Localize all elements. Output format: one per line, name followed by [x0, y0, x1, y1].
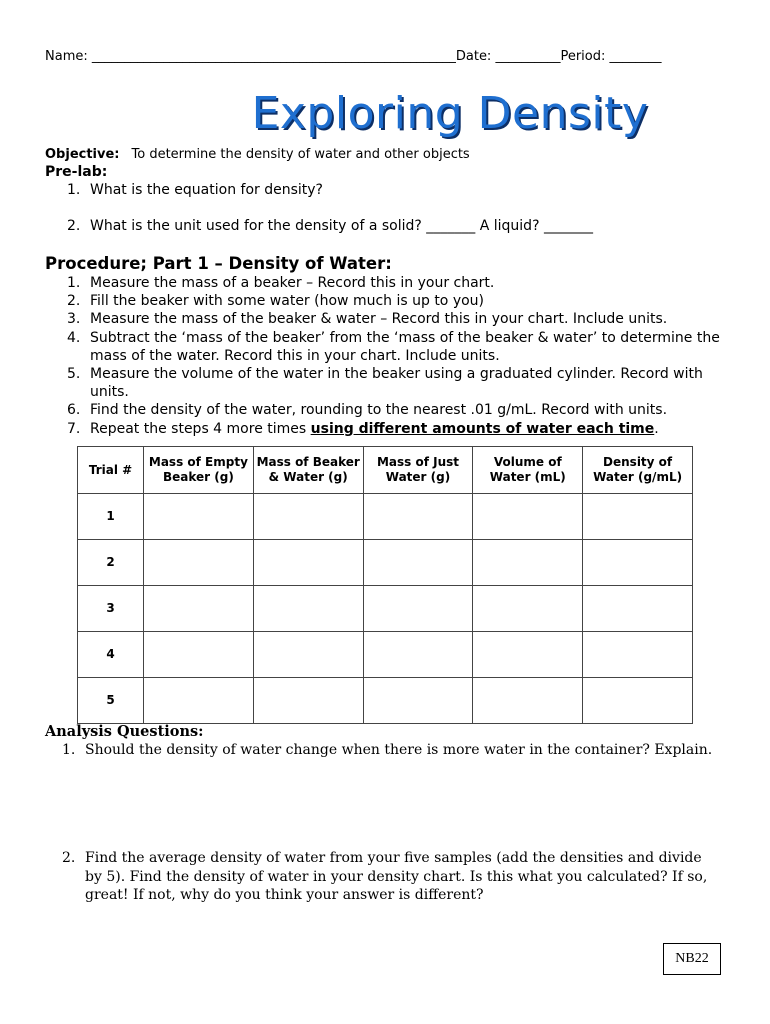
table-cell[interactable]	[473, 586, 583, 632]
page-title: Exploring Density	[251, 88, 649, 139]
analysis-list	[40, 849, 720, 905]
table-cell[interactable]	[363, 632, 473, 678]
table-cell[interactable]	[583, 586, 693, 632]
trial-number: 5	[78, 678, 144, 724]
prelab-heading: Pre-lab:	[45, 164, 108, 180]
analysis-heading: Analysis Questions:	[45, 723, 204, 740]
table-cell[interactable]	[473, 540, 583, 586]
table-header-row	[78, 447, 693, 494]
prelab-question: 2. What is the unit used for the density of a solid? _______ A liquid? _______	[67, 218, 593, 234]
procedure-step: 6. Find the density of the water, rounding to the nearest .01 g/mL. Record with units.	[67, 402, 668, 419]
objective	[45, 146, 470, 163]
prelab-list	[45, 217, 593, 235]
table-row	[78, 586, 693, 632]
column-header: Density of Water (g/mL)	[583, 447, 693, 494]
column-header: Mass of Empty Beaker (g)	[144, 447, 254, 494]
analysis-question: 2. Find the average density of water from your five samples (add the densities and divide by 5). Find the density of water in your density chart. Is this what you calculated? If so, great! If not, why do you think your answer is different?	[62, 850, 708, 903]
table-cell[interactable]	[144, 678, 254, 724]
table-cell[interactable]	[253, 540, 363, 586]
table-cell[interactable]	[473, 632, 583, 678]
table-cell[interactable]	[583, 494, 693, 540]
table-cell[interactable]	[144, 494, 254, 540]
trial-number: 3	[78, 586, 144, 632]
procedure-step: 3. Measure the mass of the beaker & water – Record this in your chart. Include units.	[67, 311, 668, 328]
prelab-list	[45, 181, 323, 199]
trial-number: 1	[78, 494, 144, 540]
table-cell[interactable]	[253, 678, 363, 724]
analysis-question: 1. Should the density of water change when there is more water in the container? Explain.	[62, 742, 713, 758]
table-cell[interactable]	[253, 494, 363, 540]
objective-text: To determine the density of water and other objects	[131, 147, 470, 162]
procedure-steps	[45, 274, 735, 438]
table-row	[78, 540, 693, 586]
table-cell[interactable]	[363, 586, 473, 632]
table-row	[78, 632, 693, 678]
procedure-step: 5. Measure the volume of the water in the beaker using a graduated cylinder. Record with units.	[67, 366, 703, 401]
table-row	[78, 678, 693, 724]
column-header: Mass of Beaker & Water (g)	[253, 447, 363, 494]
table-cell[interactable]	[473, 678, 583, 724]
table-cell[interactable]	[144, 540, 254, 586]
column-header: Trial #	[78, 447, 144, 494]
trial-number: 2	[78, 540, 144, 586]
procedure-step: 2. Fill the beaker with some water (how much is up to you)	[67, 293, 485, 310]
table-cell[interactable]	[144, 586, 254, 632]
data-table	[77, 446, 693, 724]
prelab-question-text: What is the equation for density?	[90, 182, 323, 198]
table-cell[interactable]	[363, 540, 473, 586]
prelab-question: 1. What is the equation for density?	[67, 182, 323, 198]
procedure-heading: Procedure; Part 1 – Density of Water:	[45, 254, 392, 273]
column-header: Mass of Just Water (g)	[363, 447, 473, 494]
table-cell[interactable]	[363, 494, 473, 540]
objective-label: Objective:	[45, 147, 120, 162]
name-date-period-line: Name: ________________________________________________________Date: __________Period: ________	[45, 49, 662, 64]
trial-number: 4	[78, 632, 144, 678]
table-cell[interactable]	[583, 632, 693, 678]
table-row	[78, 494, 693, 540]
procedure-step: 1. Measure the mass of a beaker – Record this in your chart.	[67, 275, 495, 291]
step7-emphasis: using different amounts of water each time	[310, 420, 655, 437]
table-cell[interactable]	[253, 586, 363, 632]
analysis-list	[40, 741, 720, 760]
table-cell[interactable]	[144, 632, 254, 678]
table-cell[interactable]	[583, 678, 693, 724]
procedure-step: 4. Subtract the ‘mass of the beaker’ from the ‘mass of the beaker & water’ to determine the mass of the water. Record this in your chart. Include units.	[67, 329, 720, 364]
table-cell[interactable]	[363, 678, 473, 724]
procedure-step: 7. Repeat the steps 4 more times using different amounts of water each time.	[67, 420, 659, 437]
column-header: Volume of Water (mL)	[473, 447, 583, 494]
prelab-question-text: What is the unit used for the density of a solid? _______ A liquid? _______	[90, 218, 593, 234]
notebook-page-badge: NB22	[663, 943, 721, 975]
table-cell[interactable]	[253, 632, 363, 678]
table-cell[interactable]	[473, 494, 583, 540]
table-cell[interactable]	[583, 540, 693, 586]
